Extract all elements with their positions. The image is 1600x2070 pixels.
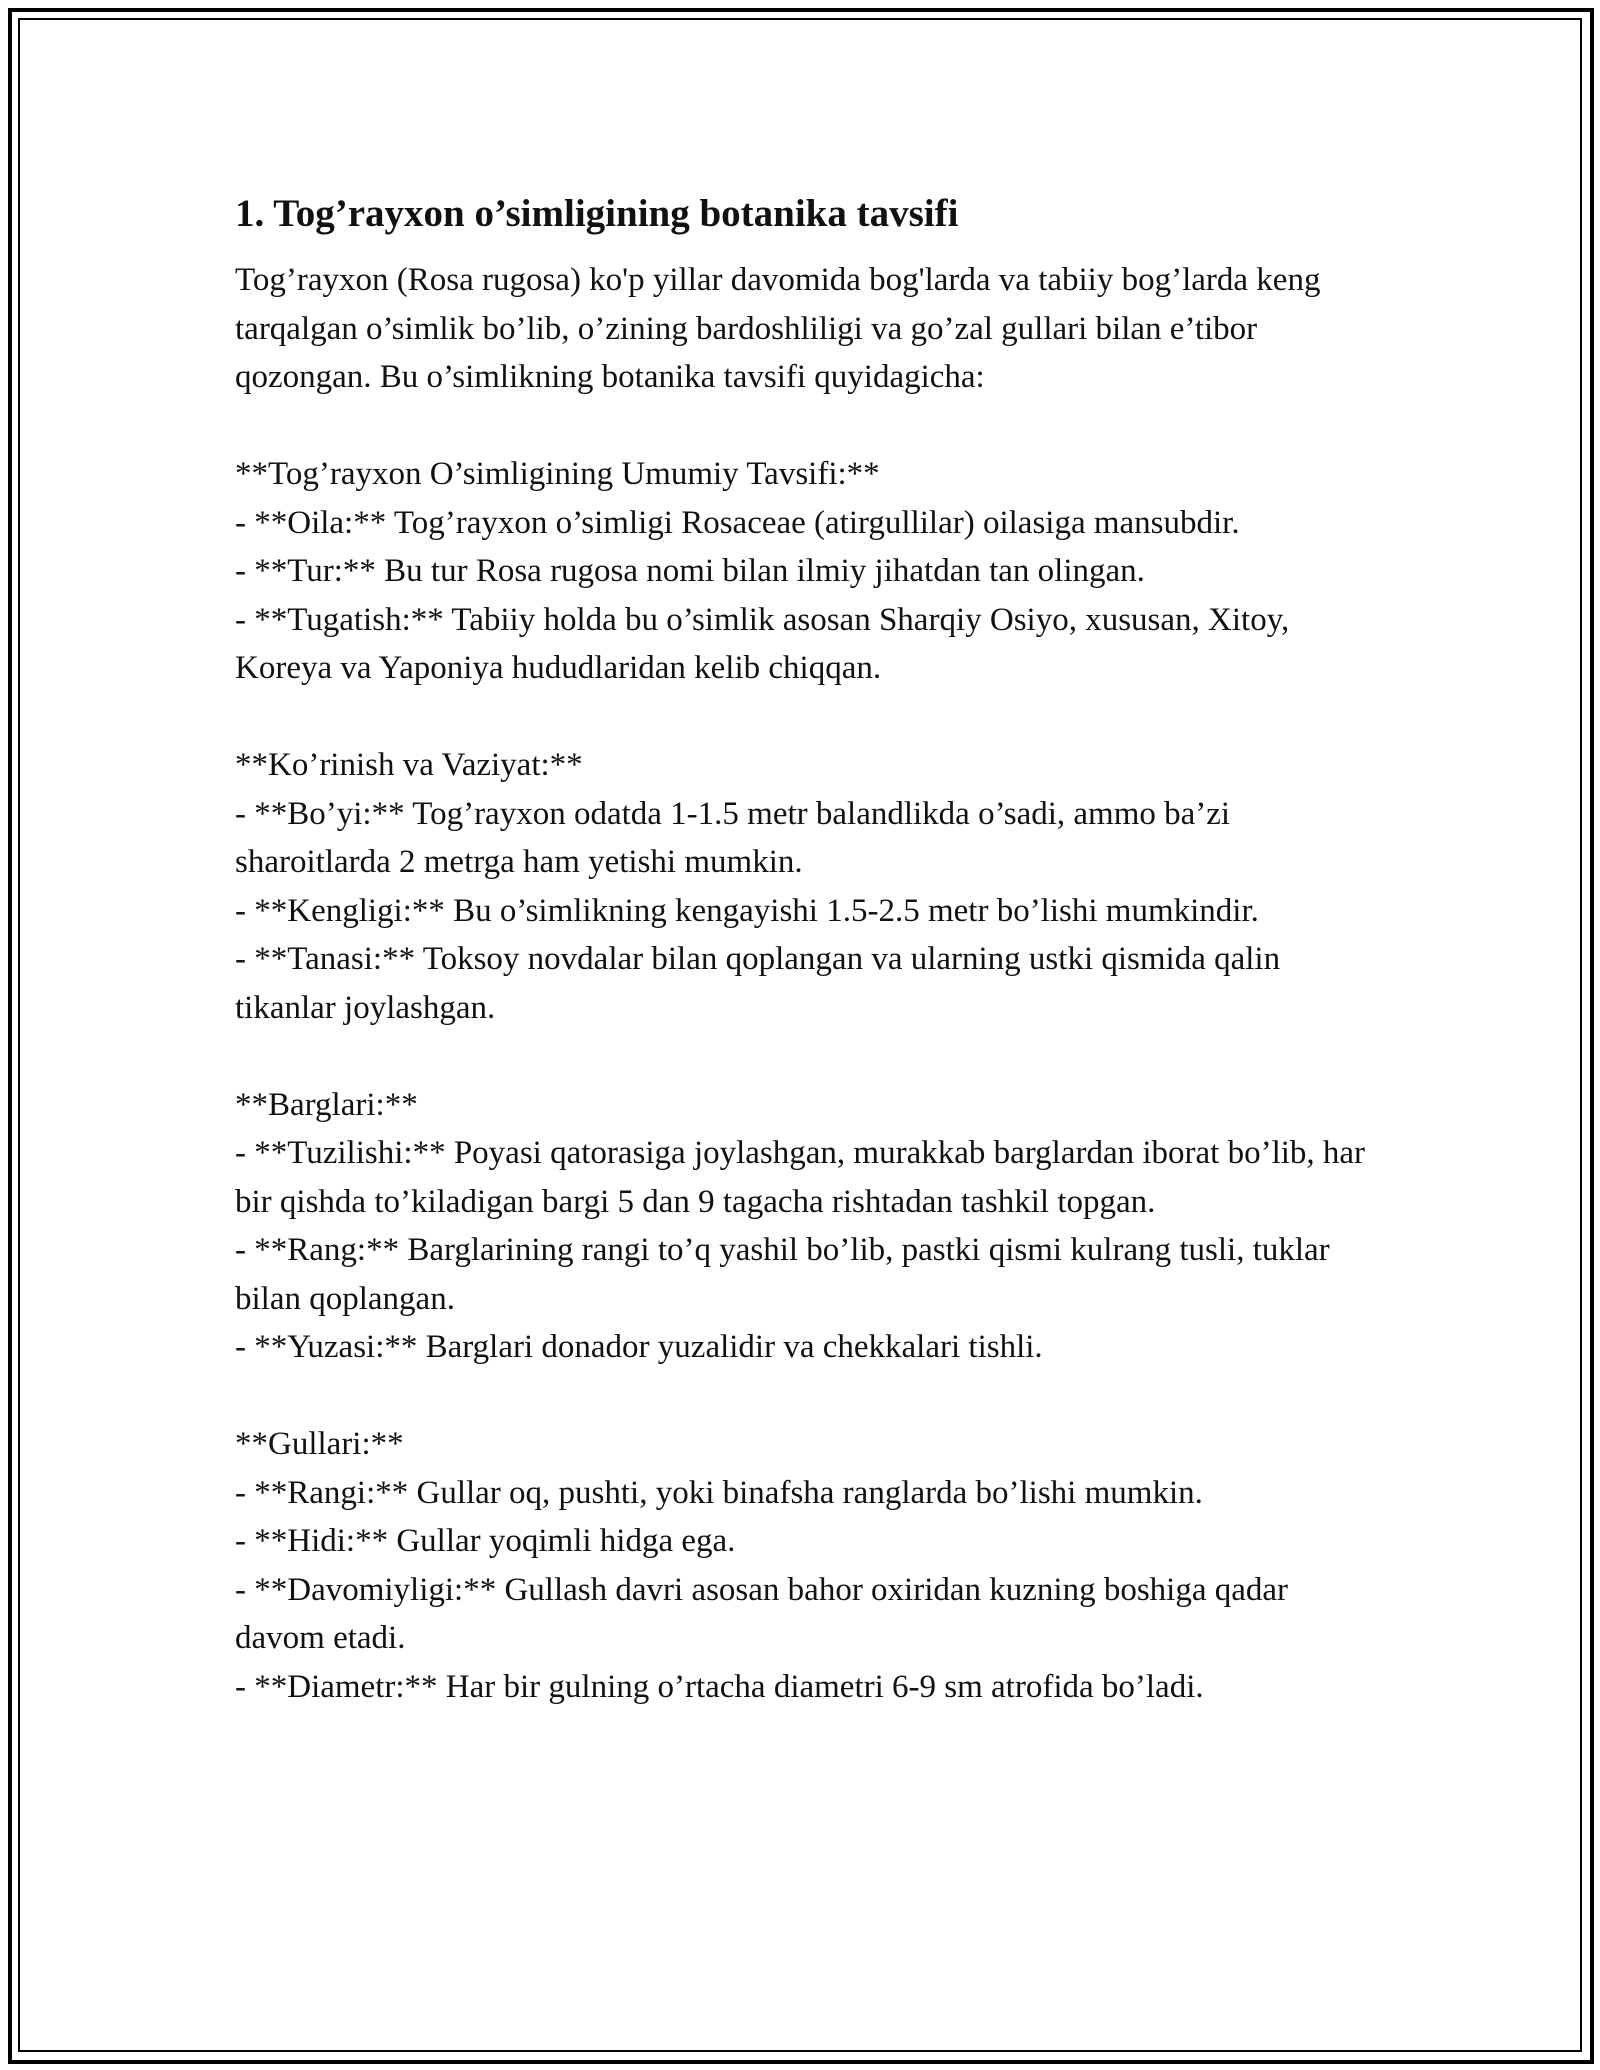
section-flowers: [235, 1420, 1375, 1711]
section-title: **Barglari:**: [235, 1086, 418, 1123]
section-appearance: [235, 741, 1375, 1032]
section-title: **Gullari:**: [235, 1426, 404, 1462]
intro-paragraph: Tog’rayxon (Rosa rugosa) ko'p yillar davomida bog'larda va tabiiy bog’larda keng tarqalgan o’simlik bo’lib, o’zining bardoshliligi va go’zal gullari bilan e’tibor qozongan. Bu o’simlikning botanika tavsifi quyidagicha:: [235, 262, 1321, 395]
list-item: - **Kengligi:** Bu o’simlikning kengayishi 1.5-2.5 metr bo’lishi mumkindir.: [235, 892, 1259, 929]
list-item: - **Yuzasi:** Barglari donador yuzalidir va chekkalari tishli.: [235, 1329, 1043, 1365]
document-body: [235, 186, 1375, 1711]
section-general-description: [235, 450, 1375, 693]
section-title: **Tog’rayxon O’simligining Umumiy Tavsifi:**: [235, 456, 880, 492]
document-heading: 1. Tog’rayxon o’simligining botanika tavsifi: [235, 192, 959, 235]
list-item: - **Rang:** Barglarining rangi to’q yashil bo’lib, pastki qismi kulrang tusli, tuklar bilan qoplangan.: [235, 1232, 1330, 1317]
list-item: - **Tur:** Bu tur Rosa rugosa nomi bilan ilmiy jihatdan tan olingan.: [235, 553, 1145, 589]
list-item: - **Hidi:** Gullar yoqimli hidga ega.: [235, 1523, 736, 1559]
list-item: - **Oila:** Tog’rayxon o’simligi Rosaceae (atirgullilar) oilasiga mansubdir.: [235, 504, 1240, 541]
section-leaves: [235, 1081, 1375, 1372]
list-item: - **Tanasi:** Toksoy novdalar bilan qoplangan va ularning ustki qismida qalin tikanlar joylashgan.: [235, 941, 1281, 1026]
list-item: - **Bo’yi:** Tog’rayxon odatda 1-1.5 metr balandlikda o’sadi, ammo ba’zi sharoitlarda 2 metrga ham yetishi mumkin.: [235, 795, 1231, 880]
list-item: - **Tugatish:** Tabiiy holda bu o’simlik asosan Sharqiy Osiyo, xususan, Xitoy, Koreya va Yaponiya hududlaridan kelib chiqqan.: [235, 601, 1290, 686]
list-item: - **Davomiyligi:** Gullash davri asosan bahor oxiridan kuzning boshiga qadar davom etadi.: [235, 1571, 1289, 1656]
section-title: **Ko’rinish va Vaziyat:**: [235, 747, 583, 783]
list-item: - **Rangi:** Gullar oq, pushti, yoki binafsha ranglarda bo’lishi mumkin.: [235, 1474, 1203, 1511]
list-item: - **Diametr:** Har bir gulning o’rtacha diametri 6-9 sm atrofida bo’ladi.: [235, 1668, 1204, 1705]
list-item: - **Tuzilishi:** Poyasi qatorasiga joylashgan, murakkab barglardan iborat bo’lib, har bir qishda to’kiladigan bargi 5 dan 9 tagacha rishtadan tashkil topgan.: [235, 1135, 1366, 1220]
